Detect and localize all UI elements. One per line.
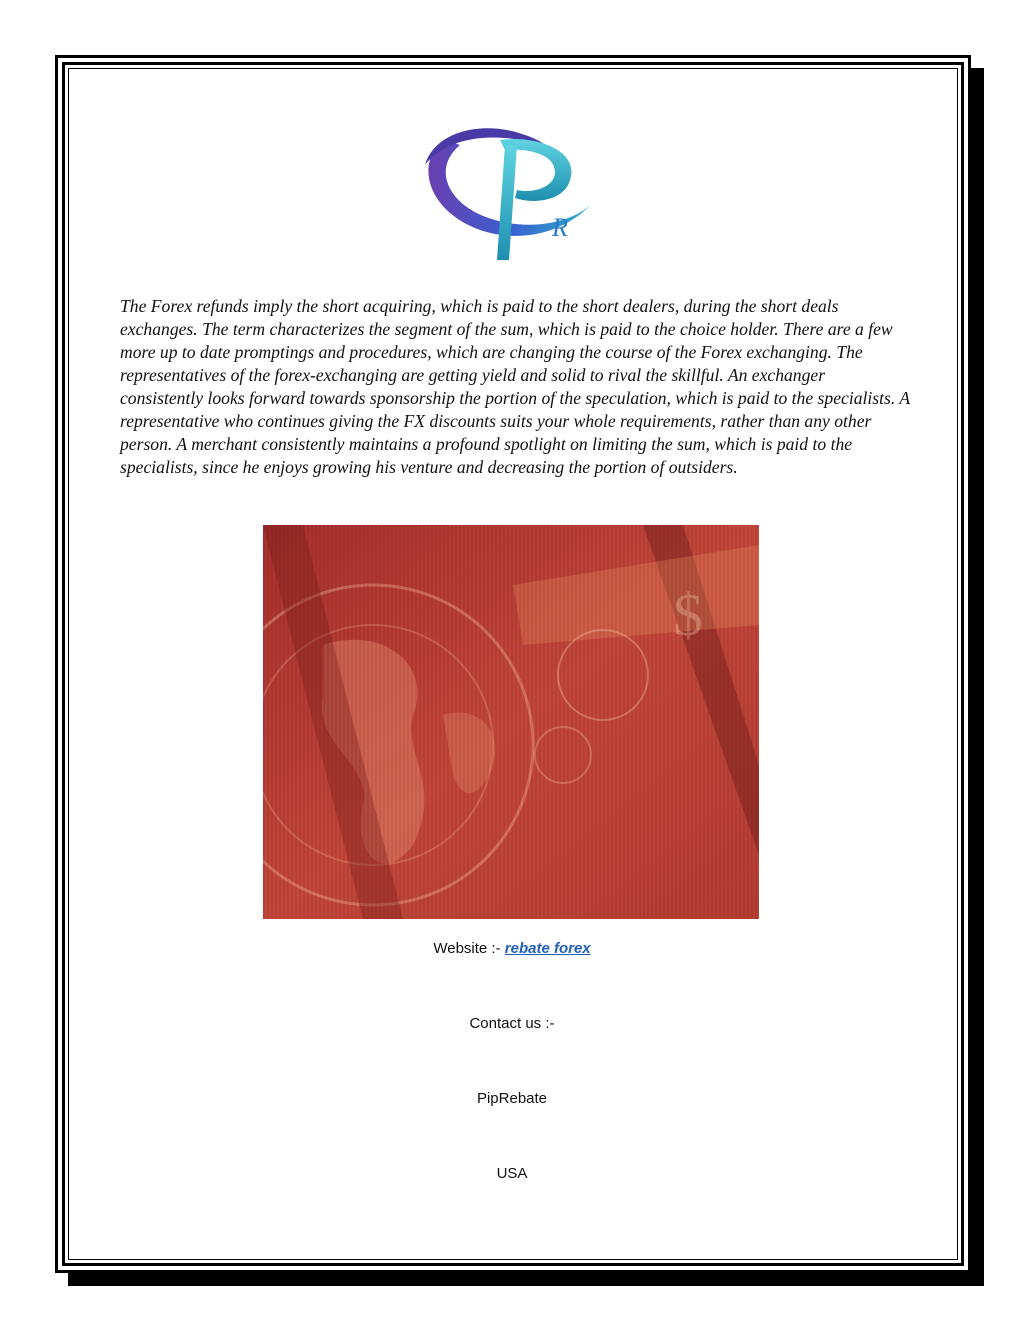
- website-line: [0, 940, 1024, 957]
- contact-label: Contact us :-: [469, 1015, 555, 1032]
- article-paragraph: The Forex refunds imply the short acquiring, which is paid to the short dealers, during the short deals exchanges. The term characterizes the segment of the sum, which is paid to the choice holder. There are a few more up to date promptings and procedures, which are changing the course of the Forex exchanging. The representatives of the forex-exchanging are getting yield and solid to rival the skillful. An exchanger consistently looks forward towards sponsorship the portion of the speculation, which is paid to the specialists. A representative who continues giving the FX discounts suits your whole requirements, rather than any other person. A merchant consistently maintains a profound spotlight on limiting the sum, which is paid to the specialists, since he enjoys growing his venture and decreasing the portion of outsiders.: [120, 296, 910, 477]
- world-map-finance-image: [263, 525, 759, 919]
- country-name: USA: [496, 1165, 528, 1182]
- website-label: Website :-: [433, 940, 505, 957]
- piprebate-logo-icon: [405, 120, 621, 270]
- website-link[interactable]: rebate forex: [504, 940, 591, 957]
- svg-text:R: R: [552, 213, 568, 242]
- company-name: PipRebate: [476, 1090, 548, 1107]
